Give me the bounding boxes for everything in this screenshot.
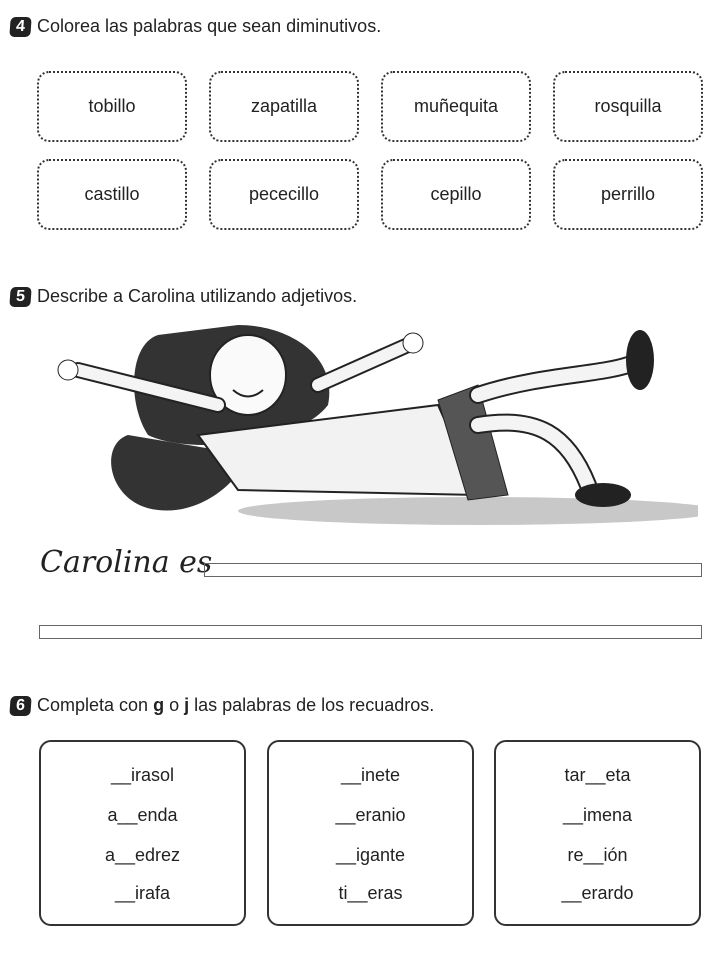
- exercise-number-badge: 4: [9, 17, 31, 37]
- exercise-6-title: [10, 695, 434, 716]
- exercise-number-badge: 6: [9, 696, 31, 716]
- fill-word[interactable]: __irasol: [110, 765, 175, 785]
- instruction-text: Describe a Carolina utilizando adjetivos.: [37, 286, 358, 306]
- fill-word[interactable]: __erardo: [561, 883, 634, 903]
- prompt-carolina-es: Carolina es: [40, 545, 213, 580]
- exercise-5-title: [10, 286, 357, 307]
- fill-word[interactable]: re__ión: [567, 845, 628, 865]
- fill-word[interactable]: ti__eras: [338, 883, 403, 903]
- fill-word[interactable]: __imena: [562, 805, 633, 825]
- fill-word[interactable]: __eranio: [335, 805, 406, 825]
- fill-word[interactable]: a__edrez: [104, 845, 181, 865]
- word-box-3: [494, 740, 701, 926]
- carolina-illustration: [38, 315, 698, 535]
- instruction-text: Colorea las palabras que sean diminutivos.: [37, 16, 382, 36]
- answer-line-2[interactable]: [39, 625, 702, 639]
- word-box[interactable]: zapatilla: [209, 71, 359, 142]
- word-box[interactable]: perrillo: [553, 159, 703, 230]
- fill-word[interactable]: tar__eta: [564, 765, 631, 785]
- word-box[interactable]: rosquilla: [553, 71, 703, 142]
- word-box[interactable]: cepillo: [381, 159, 531, 230]
- word-box-2: [267, 740, 474, 926]
- word-box-1: [39, 740, 246, 926]
- word-box[interactable]: pececillo: [209, 159, 359, 230]
- exercise-number-badge: 5: [9, 287, 31, 307]
- instruction-text: Completa con g o j las palabras de los recuadros.: [37, 695, 435, 715]
- answer-line-1[interactable]: [204, 563, 702, 577]
- fill-word[interactable]: __igante: [335, 845, 406, 865]
- word-box[interactable]: tobillo: [37, 71, 187, 142]
- fill-word[interactable]: __irafa: [114, 883, 171, 903]
- exercise-4-title: [10, 16, 381, 37]
- fill-word[interactable]: a__enda: [107, 805, 178, 825]
- word-box[interactable]: muñequita: [381, 71, 531, 142]
- fill-word[interactable]: __inete: [340, 765, 401, 785]
- word-box[interactable]: castillo: [37, 159, 187, 230]
